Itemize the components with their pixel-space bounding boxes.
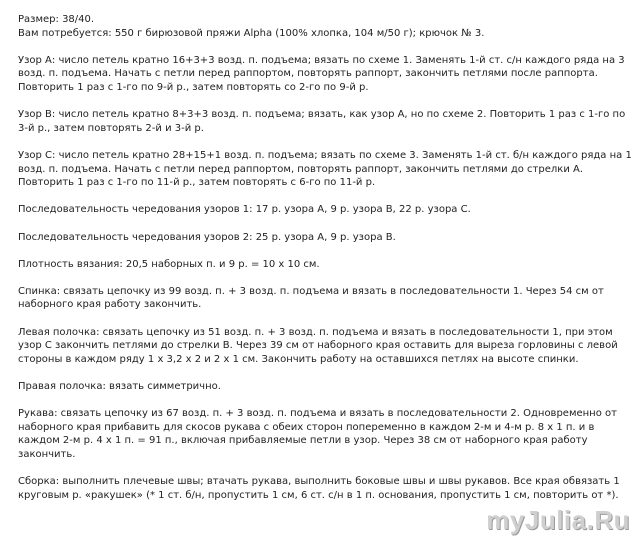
document-line: Плотность вязания: 20,5 наборных п. и 9 р. = 10 х 10 см. bbox=[18, 258, 320, 270]
document-line: стороны в каждом ряду 1 х 3,2 х 2 и 2 х 1 см. Закончить работу на оставшихся петлях на высоте спинки. bbox=[18, 353, 579, 365]
document-line: Вам потребуется: 550 г бирюзовой пряжи Alpha (100% хлопка, 104 м/50 г); крючок № 3. bbox=[18, 27, 485, 39]
document-line: Последовательность чередования узоров 1: 17 р. узора А, 9 р. узора В, 22 р. узора С. bbox=[18, 204, 471, 216]
document-line: возд. п. подъема. Начать с петли перед раппортом, повторять раппорт, закончить петлями до стрелки А. bbox=[18, 163, 584, 175]
document-line: Рукава: связать цепочку из 67 возд. п. + 3 возд. п. подъема и вязать в последовательности 2. Одновременно от bbox=[18, 408, 617, 420]
document-line: Повторить 1 раз с 1-го по 11-й р., затем повторять с 6-го по 11-й р. bbox=[18, 177, 376, 189]
document-line: Правая полочка: вязать симметрично. bbox=[18, 381, 221, 393]
document-line: Сборка: выполнить плечевые швы; втачать рукава, выполнить боковые швы и швы рукавов. Все края обвязать 1 bbox=[18, 476, 620, 488]
document-line: круговым р. «ракушек» (* 1 ст. б/н, пропустить 1 см, 6 ст. с/н в 1 п. основания, пропустить 1 см, повторить от *). bbox=[18, 489, 619, 501]
document-line: Повторить 1 раз с 1-го по 9-й р., затем повторять со 2-го по 9-й р. bbox=[18, 81, 369, 93]
document-line: наборного края прибавить для скосов рукава с обеих сторон попеременно в каждом 2-м и 4-м р. 8 х 1 п. и в bbox=[18, 421, 595, 433]
document-line: Левая полочка: связать цепочку из 51 возд. п. + 3 возд. п. подъема и вязать в последовательности 1, при этом bbox=[18, 326, 613, 338]
document-line: 3-й р., затем повторять 2-й и 3-й р. bbox=[18, 122, 204, 134]
document-line: Узор С: число петель кратно 28+15+1 возд. п. подъема; вязать по схеме 3. Заменять 1-й ст. б/н каждого ряда на 1 bbox=[18, 149, 632, 161]
document-line: Последовательность чередования узоров 2: 25 р. узора А, 9 р. узора В. bbox=[18, 231, 396, 243]
document-line: каждом 2-м р. 4 х 1 п. = 91 п., включая прибавляемые петли в узор. Через 38 см от наборного края работу bbox=[18, 435, 588, 447]
document-line: наборного края работу закончить. bbox=[18, 299, 202, 311]
document-line: возд. п. подъема. Начать с петли перед раппортом, повторять раппорт, закончить петлями после раппорта. bbox=[18, 68, 598, 80]
document-line: закончить. bbox=[18, 449, 76, 460]
document-line: Узор В: число петель кратно 8+3+3 возд. п. подъема; вязать, как узор А, но по схеме 2. Повторить 1 раз с 1-го по bbox=[18, 109, 626, 121]
document-line: узор С закончить петлями до стрелки В. Через 39 см от наборного края оставить для выреза горловины с левой bbox=[18, 340, 618, 352]
site-watermark-logo: myJulia.Ru bbox=[486, 505, 630, 535]
document-line: Узор А: число петель кратно 16+3+3 возд. п. подъема; вязать по схеме 1. Заменять 1-й ст. с/н каждого ряда на 3 bbox=[18, 54, 625, 66]
document-line: Размер: 38/40. bbox=[18, 14, 95, 25]
document-line: Спинка: связать цепочку из 99 возд. п. + 3 возд. п. подъема и вязать в последовательности 1. Через 54 см от bbox=[18, 285, 604, 297]
